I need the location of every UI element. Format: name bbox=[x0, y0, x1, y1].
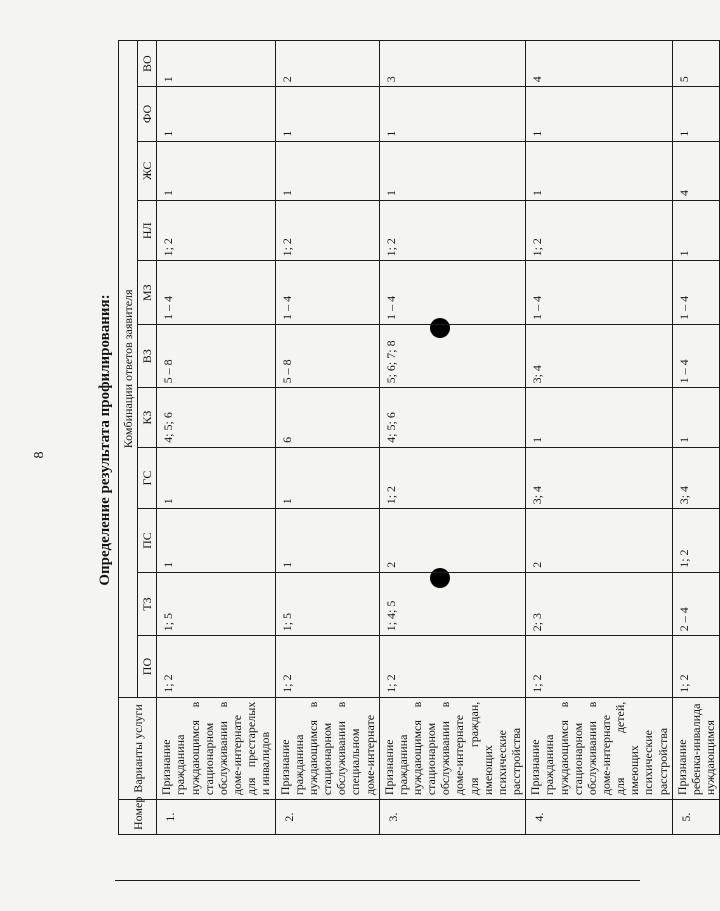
cell-ps: 1; 2 bbox=[672, 509, 719, 573]
cell-vo: 5 bbox=[672, 41, 719, 87]
cell-zhs: 1 bbox=[275, 141, 379, 200]
header-col-po: ПО bbox=[138, 636, 157, 697]
table-row bbox=[672, 41, 719, 835]
cell-vz: 3; 4 bbox=[526, 324, 673, 388]
header-col-fo: ФО bbox=[138, 87, 157, 141]
cell-kz: 6 bbox=[275, 388, 379, 447]
header-combinations: Комбинации ответов заявителя bbox=[119, 41, 138, 698]
table-row bbox=[275, 41, 379, 835]
cell-nl: 1 bbox=[672, 200, 719, 260]
row-number: 2. bbox=[275, 800, 379, 835]
cell-fo: 1 bbox=[672, 87, 719, 141]
cell-ps: 1 bbox=[275, 509, 379, 573]
cell-zhs: 1 bbox=[379, 141, 526, 200]
row-number: 1. bbox=[157, 800, 275, 835]
header-col-vz: ВЗ bbox=[138, 324, 157, 388]
header-number: Номер bbox=[119, 800, 157, 835]
cell-fo: 1 bbox=[526, 87, 673, 141]
cell-vz: 5 – 8 bbox=[157, 324, 275, 388]
cell-vz: 5 – 8 bbox=[275, 324, 379, 388]
cell-po: 1; 2 bbox=[526, 636, 673, 697]
cell-po: 1; 2 bbox=[157, 636, 275, 697]
cell-mz: 1 – 4 bbox=[275, 261, 379, 325]
page-number: 8 bbox=[32, 451, 47, 459]
cell-gs: 1 bbox=[275, 447, 379, 508]
cell-zhs: 4 bbox=[672, 141, 719, 200]
profiling-result-table bbox=[118, 40, 720, 835]
table-row bbox=[526, 41, 673, 835]
cell-gs: 3; 4 bbox=[526, 447, 673, 508]
cell-vz: 1 – 4 bbox=[672, 324, 719, 388]
cell-vo: 4 bbox=[526, 41, 673, 87]
header-col-gs: ГС bbox=[138, 447, 157, 508]
cell-ps: 1 bbox=[157, 509, 275, 573]
cell-zhs: 1 bbox=[526, 141, 673, 200]
row-service: Признание гражданина нуждающимся в стационарном обслуживании в доме-интернате для граждан, имеющих психические расстройства bbox=[379, 697, 526, 799]
row-service: Признание гражданина нуждающимся в стационарном обслуживании в доме-интернате для детей, имеющих психические расстройства bbox=[526, 697, 673, 799]
row-service: Признание гражданина нуждающимся в стационарном обслуживании в специальном доме-интернате bbox=[275, 697, 379, 799]
cell-kz: 1 bbox=[526, 388, 673, 447]
header-col-mz: МЗ bbox=[138, 261, 157, 325]
cell-tz: 2 – 4 bbox=[672, 572, 719, 636]
header-col-zhs: ЖС bbox=[138, 141, 157, 200]
cell-gs: 1 bbox=[157, 447, 275, 508]
cell-po: 1; 2 bbox=[672, 636, 719, 697]
table-row bbox=[379, 41, 526, 835]
row-service: Признание ребенка-инвалида нуждающимся bbox=[672, 697, 719, 799]
header-col-vo: ВО bbox=[138, 41, 157, 87]
cell-nl: 1; 2 bbox=[275, 200, 379, 260]
cell-tz: 1; 5 bbox=[157, 572, 275, 636]
profiling-table-wrapper bbox=[118, 40, 718, 835]
row-service: Признание гражданина нуждающимся в стационарном обслуживании в доме-интернате для престарелых и инвалидов bbox=[157, 697, 275, 799]
page-bottom-rule bbox=[115, 880, 640, 881]
header-col-kz: КЗ bbox=[138, 388, 157, 447]
cell-nl: 1; 2 bbox=[526, 200, 673, 260]
header-col-ps: ПС bbox=[138, 509, 157, 573]
row-number: 5. bbox=[672, 800, 719, 835]
cell-vz: 5; 6; 7; 8 bbox=[379, 324, 526, 388]
header-col-nl: НЛ bbox=[138, 200, 157, 260]
header-service: Варианты услуги bbox=[119, 697, 157, 799]
cell-zhs: 1 bbox=[157, 141, 275, 200]
cell-mz: 1 – 4 bbox=[526, 261, 673, 325]
cell-nl: 1; 2 bbox=[157, 200, 275, 260]
cell-mz: 1 – 4 bbox=[672, 261, 719, 325]
cell-ps: 2 bbox=[526, 509, 673, 573]
header-col-tz: ТЗ bbox=[138, 572, 157, 636]
cell-fo: 1 bbox=[157, 87, 275, 141]
cell-tz: 2; 3 bbox=[526, 572, 673, 636]
section-heading: Определение результата профилирования: bbox=[97, 294, 113, 586]
cell-nl: 1; 2 bbox=[379, 200, 526, 260]
cell-gs: 3; 4 bbox=[672, 447, 719, 508]
cell-po: 1; 2 bbox=[379, 636, 526, 697]
cell-po: 1; 2 bbox=[275, 636, 379, 697]
cell-fo: 1 bbox=[275, 87, 379, 141]
cell-tz: 1; 4; 5 bbox=[379, 572, 526, 636]
cell-mz: 1 – 4 bbox=[379, 261, 526, 325]
cell-tz: 1; 5 bbox=[275, 572, 379, 636]
row-number: 3. bbox=[379, 800, 526, 835]
cell-fo: 1 bbox=[379, 87, 526, 141]
row-number: 4. bbox=[526, 800, 673, 835]
cell-kz: 4; 5; 6 bbox=[379, 388, 526, 447]
cell-kz: 1 bbox=[672, 388, 719, 447]
cell-ps: 2 bbox=[379, 509, 526, 573]
cell-kz: 4; 5; 6 bbox=[157, 388, 275, 447]
cell-vo: 3 bbox=[379, 41, 526, 87]
cell-mz: 1 – 4 bbox=[157, 261, 275, 325]
cell-vo: 1 bbox=[157, 41, 275, 87]
cell-vo: 2 bbox=[275, 41, 379, 87]
cell-gs: 1; 2 bbox=[379, 447, 526, 508]
table-row bbox=[157, 41, 275, 835]
